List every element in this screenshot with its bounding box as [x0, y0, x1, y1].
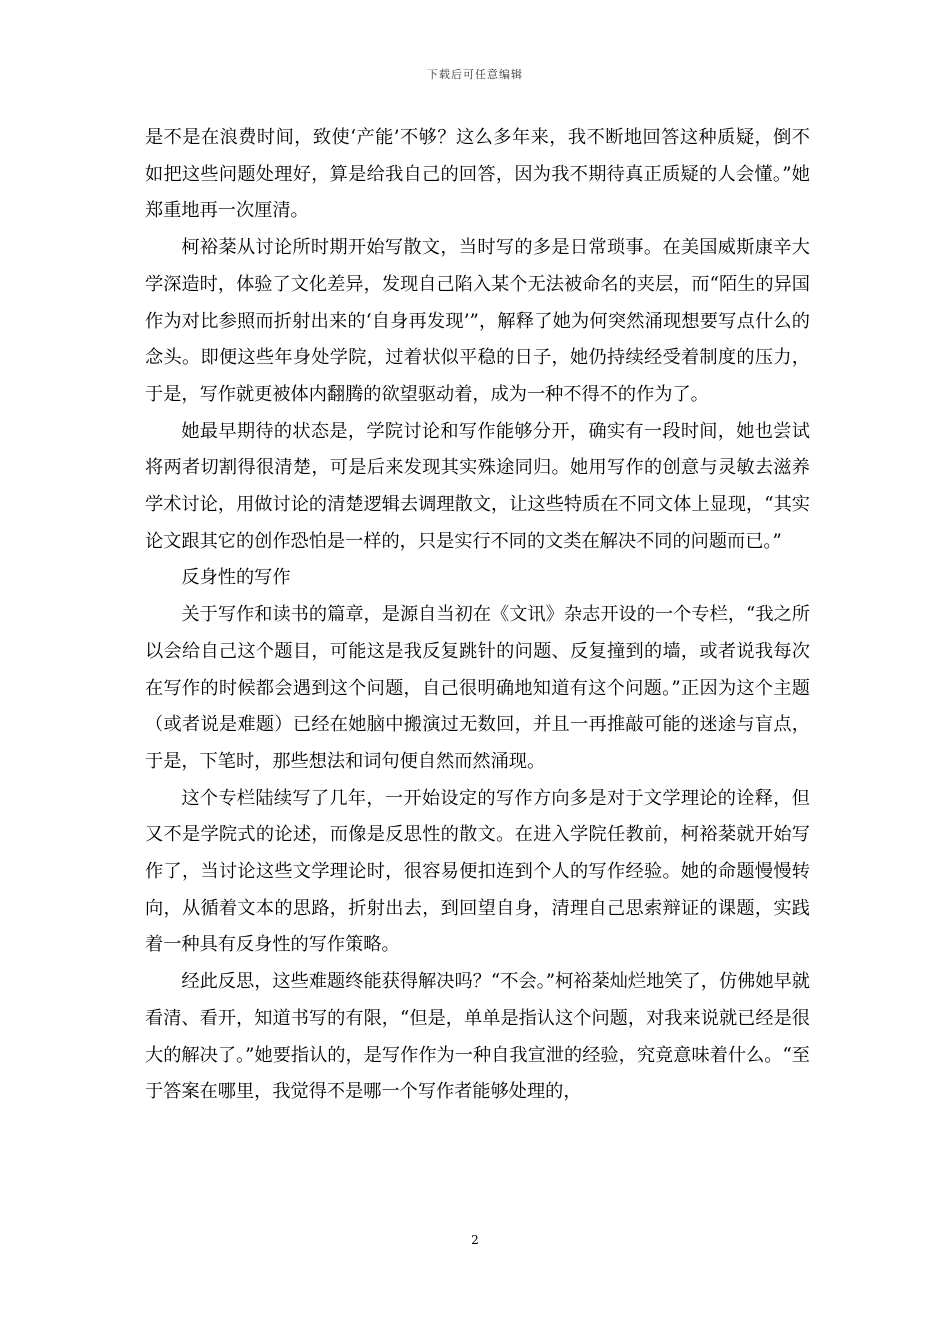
page-number: 2 [471, 1233, 479, 1247]
paragraph: 柯裕棻从讨论所时期开始写散文，当时写的多是日常琐事。在美国威斯康辛大学深造时，体验了文化差异，发现自己陷入某个无法被命名的夹层，而“陌生的异国作为对比参照而折射出来的‘自身再发现’”，解释了她为何突然涌现想要写点什么的念头。即便这些年身处学院，过着状似平稳的日子，她仍持续经受着制度的压力，于是，写作就更被体内翻腾的欲望驱动着，成为一种不得不的作为了。 [145, 237, 810, 405]
paragraph: 是不是在浪费时间，致使‘产能’不够？这么多年来，我不断地回答这种质疑，倒不如把这些问题处理好，算是给我自己的回答，因为我不期待真正质疑的人会懂。”她郑重地再一次厘清。 [145, 127, 810, 222]
paragraph: 她最早期待的状态是，学院讨论和写作能够分开，确实有一段时间，她也尝试将两者切割得很清楚，可是后来发现其实殊途同归。她用写作的创意与灵敏去滋养学术讨论，用做讨论的清楚逻辑去调理散文，让这些特质在不同文体上显现，“其实论文跟其它的创作恐怕是一样的，只是实行不同的文类在解决不同的问题而已。” [145, 420, 810, 552]
page-header: 下载后可任意编辑 [427, 68, 523, 81]
paragraph: 这个专栏陆续写了几年，一开始设定的写作方向多是对于文学理论的诠释，但又不是学院式的论述，而像是反思性的散文。在进入学院任教前，柯裕棻就开始写作了，当讨论这些文学理论时，很容易便扣连到个人的写作经验。她的命题慢慢转向，从循着文本的思路，折射出去，到回望自身，清理自己思索辩证的课题，实践着一种具有反身性的写作策略。 [145, 787, 810, 956]
body-text [145, 120, 810, 1111]
paragraph: 经此反思，这些难题终能获得解决吗？“不会。”柯裕棻灿烂地笑了，仿佛她早就看清、看开，知道书写的有限，“但是，单单是指认这个问题，对我来说就已经是很大的解决了。”她要指认的，是写作作为一种自我宣泄的经验，究竟意味着什么。“至于答案在哪里，我觉得不是哪一个写作者能够处理的， [145, 971, 810, 1103]
paragraph: 关于写作和读书的篇章，是源自当初在《文讯》杂志开设的一个专栏，“我之所以会给自己这个题目，可能这是我反复跳针的问题、反复撞到的墙，或者说我每次在写作的时候都会遇到这个问题，自己很明确地知道有这个问题。”正因为这个主题（或者说是难题）已经在她脑中搬演过无数回，并且一再推敲可能的迷途与盲点，于是，下笔时，那些想法和词句便自然而然涌现。 [145, 604, 810, 772]
section-heading: 反身性的写作 [181, 567, 291, 589]
